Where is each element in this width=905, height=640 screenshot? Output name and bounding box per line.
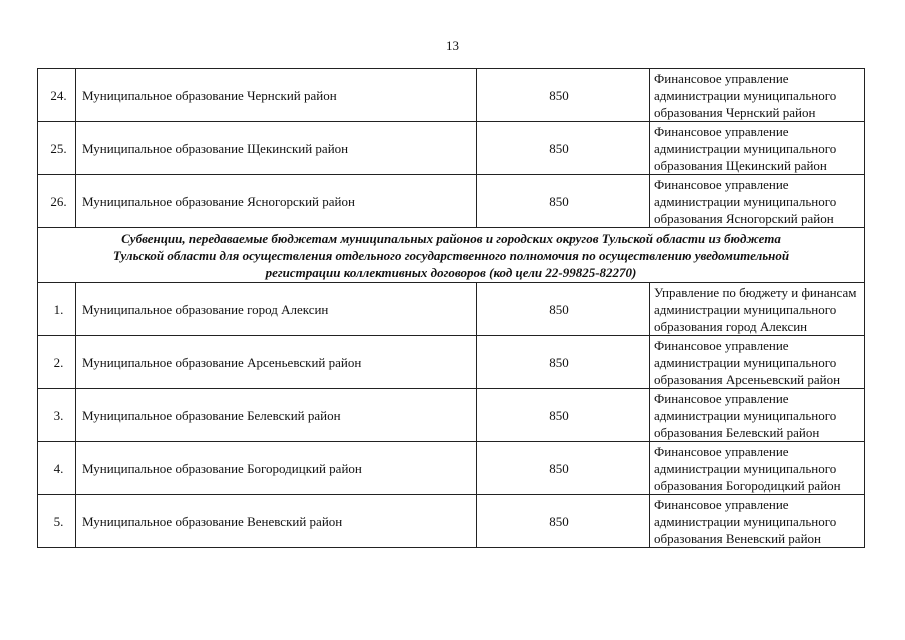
- budget-code: 850: [477, 283, 650, 336]
- financial-body-line: Финансовое управление: [654, 496, 789, 512]
- row-number: 3.: [38, 389, 76, 442]
- municipality-name: Муниципальное образование Веневский район: [76, 495, 477, 548]
- municipality-name: Муниципальное образование Белевский район: [76, 389, 477, 442]
- section-heading-line: Тульской области для осуществления отдельного государственного полномочия по осуществлению уведомительной: [112, 247, 790, 263]
- municipality-name: Муниципальное образование город Алексин: [76, 283, 477, 336]
- row-number: 5.: [38, 495, 76, 548]
- municipality-name: Муниципальное образование Арсеньевский район: [76, 336, 477, 389]
- row-number: 4.: [38, 442, 76, 495]
- financial-body-line: администрации муниципального: [654, 140, 837, 156]
- financial-body: [650, 495, 865, 548]
- municipality-name: Муниципальное образование Ясногорский район: [76, 175, 477, 228]
- financial-body: [650, 122, 865, 175]
- municipality-name: Муниципальное образование Чернский район: [76, 69, 477, 122]
- financial-body-line: Финансовое управление: [654, 443, 789, 459]
- financial-body-line: Финансовое управление: [654, 123, 789, 139]
- table-row: [38, 283, 865, 336]
- financial-body: [650, 389, 865, 442]
- page-number: 13: [446, 38, 459, 53]
- table-row: [38, 336, 865, 389]
- financial-body-line: Управление по бюджету и финансам: [654, 284, 857, 300]
- financial-body-line: образования город Алексин: [654, 318, 808, 334]
- financial-body-line: администрации муниципального: [654, 193, 837, 209]
- financial-body-line: образования Арсеньевский район: [654, 371, 841, 387]
- financial-body-line: образования Белевский район: [654, 424, 820, 440]
- budget-code: 850: [477, 122, 650, 175]
- municipality-name: Муниципальное образование Щекинский район: [76, 122, 477, 175]
- financial-body-line: администрации муниципального: [654, 513, 837, 529]
- financial-body: [650, 336, 865, 389]
- row-number: 26.: [38, 175, 76, 228]
- allocation-table: [37, 68, 865, 548]
- section-heading-row: [38, 228, 865, 283]
- financial-body-line: администрации муниципального: [654, 460, 837, 476]
- financial-body: [650, 283, 865, 336]
- budget-code: 850: [477, 389, 650, 442]
- table-row: [38, 122, 865, 175]
- budget-code: 850: [477, 69, 650, 122]
- financial-body-line: образования Богородицкий район: [654, 477, 841, 493]
- financial-body-line: администрации муниципального: [654, 87, 837, 103]
- budget-code: 850: [477, 175, 650, 228]
- section-heading-line: регистрации коллективных договоров (код цели 22-99825-82270): [265, 264, 637, 280]
- financial-body: [650, 442, 865, 495]
- row-number: 1.: [38, 283, 76, 336]
- municipality-name: Муниципальное образование Богородицкий район: [76, 442, 477, 495]
- section-heading-line: Субвенции, передаваемые бюджетам муниципальных районов и городских округов Тульской области из бюджета: [121, 230, 781, 246]
- financial-body-line: Финансовое управление: [654, 70, 789, 86]
- financial-body: [650, 175, 865, 228]
- financial-body-line: образования Чернский район: [654, 104, 816, 120]
- financial-body-line: Финансовое управление: [654, 390, 789, 406]
- financial-body-line: Финансовое управление: [654, 176, 789, 192]
- section-heading: [38, 228, 865, 283]
- financial-body: [650, 69, 865, 122]
- row-number: 2.: [38, 336, 76, 389]
- financial-body-line: образования Щекинский район: [654, 157, 827, 173]
- budget-code: 850: [477, 442, 650, 495]
- financial-body-line: образования Ясногорский район: [654, 210, 834, 226]
- table-body: [38, 69, 865, 548]
- budget-code: 850: [477, 495, 650, 548]
- table-row: [38, 442, 865, 495]
- row-number: 24.: [38, 69, 76, 122]
- financial-body-line: администрации муниципального: [654, 407, 837, 423]
- financial-body-line: администрации муниципального: [654, 301, 837, 317]
- table-row: [38, 495, 865, 548]
- financial-body-line: образования Веневский район: [654, 530, 821, 546]
- table-row: [38, 389, 865, 442]
- row-number: 25.: [38, 122, 76, 175]
- budget-code: 850: [477, 336, 650, 389]
- financial-body-line: Финансовое управление: [654, 337, 789, 353]
- financial-body-line: администрации муниципального: [654, 354, 837, 370]
- table-row: [38, 69, 865, 122]
- table-row: [38, 175, 865, 228]
